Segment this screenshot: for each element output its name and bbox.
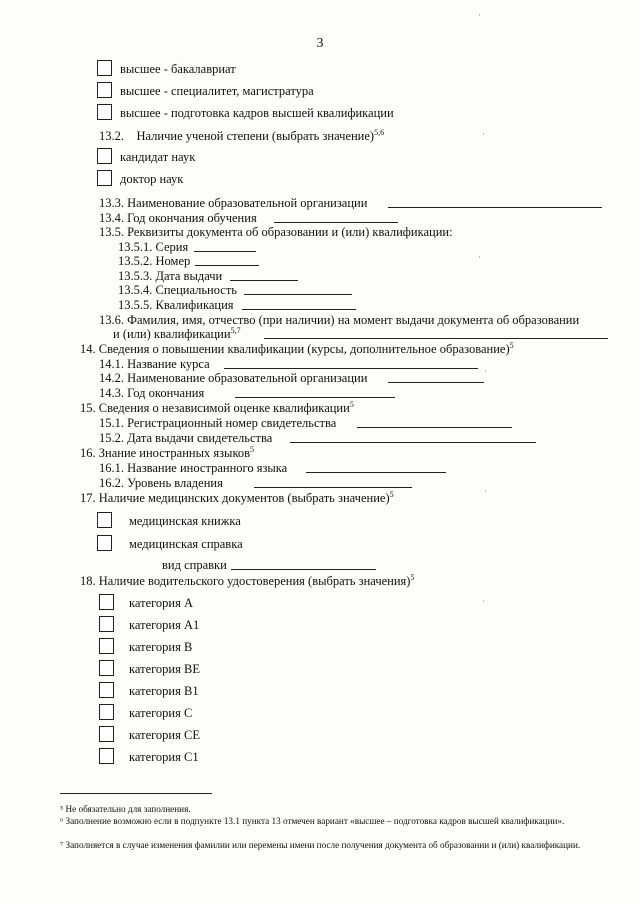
certificate-type-label: вид справки (162, 558, 227, 572)
field-15-2-label: 15.2. Дата выдачи свидетельства (99, 431, 273, 445)
checkbox-higher-qualification[interactable] (97, 104, 112, 120)
category-b1-label: категория В1 (129, 684, 199, 698)
option-higher-qualification: высшее - подготовка кадров высшей квалификации (120, 106, 394, 120)
field-13-5-5-input[interactable] (242, 309, 356, 310)
section-13-2 (99, 129, 384, 143)
field-14-2-input[interactable] (388, 382, 484, 383)
category-be-label: категория ВЕ (129, 662, 200, 676)
field-13-4-input[interactable] (274, 222, 398, 223)
scan-speck: · (484, 486, 487, 496)
footnote-separator (60, 793, 212, 794)
field-16-2-input[interactable] (254, 487, 412, 488)
field-13-6-input[interactable] (264, 338, 608, 339)
page-number: 3 (316, 36, 324, 51)
section-16-label: 16. Знание иностранных языков (80, 446, 251, 460)
scan-speck: · (482, 129, 485, 139)
field-14-3-label: 14.3. Год окончания (99, 386, 205, 400)
footnote-5: ⁵ Не обязательно для заполнения. (60, 804, 191, 814)
field-14-1-input[interactable] (224, 368, 478, 369)
field-16-2-label: 16.2. Уровень владения (99, 476, 223, 490)
scan-speck: · (482, 596, 485, 606)
field-16-1-label: 16.1. Название иностранного языка (99, 461, 288, 475)
checkbox-category-c1[interactable] (99, 748, 114, 764)
section-18-label: 18. Наличие водительского удостоверения (выбрать значения) (80, 574, 411, 588)
field-13-5-1-label: 13.5.1. Серия (118, 240, 189, 254)
field-15-1-label: 15.1. Регистрационный номер свидетельства (99, 416, 337, 430)
category-a-label: категория А (129, 596, 194, 610)
field-13-5-3-input[interactable] (230, 280, 298, 281)
category-ce-label: категория СЕ (129, 728, 200, 742)
section-13-2-num: 13.2. (99, 129, 124, 143)
field-13-5-4-label: 13.5.4. Специальность (118, 283, 238, 297)
checkbox-category-b1[interactable] (99, 682, 114, 698)
field-14-3-input[interactable] (235, 397, 395, 398)
field-13-4-label: 13.4. Год окончания обучения (99, 211, 257, 225)
field-14-1-label: 14.1. Название курса (99, 357, 210, 371)
field-13-5-3-label: 13.5.3. Дата выдачи (118, 269, 223, 283)
category-c1-label: категория С1 (129, 750, 199, 764)
field-14-2-label: 14.2. Наименование образовательной организации (99, 371, 368, 385)
option-medical-certificate: медицинская справка (129, 537, 243, 551)
section-18 (80, 574, 414, 588)
section-14-label: 14. Сведения о повышении квалификации (курсы, дополнительное образование) (80, 342, 510, 356)
option-specialist-master: высшее - специалитет, магистратура (120, 84, 314, 98)
section-17-label: 17. Наличие медицинских документов (выбрать значение) (80, 491, 390, 505)
section-17 (80, 491, 394, 505)
category-a1-label: категория А1 (129, 618, 200, 632)
checkbox-category-a1[interactable] (99, 616, 114, 632)
field-13-6-text: и (или) квалификации (113, 327, 231, 341)
certificate-type-input[interactable] (231, 569, 376, 570)
category-c-label: категория С (129, 706, 193, 720)
option-medical-book: медицинская книжка (129, 514, 241, 528)
category-b-label: категория В (129, 640, 193, 654)
field-15-1-input[interactable] (357, 427, 512, 428)
checkbox-category-b[interactable] (99, 638, 114, 654)
scan-speck: · (484, 366, 487, 376)
field-13-5-1-input[interactable] (194, 251, 256, 252)
section-13-2-label: Наличие ученой степени (выбрать значение) (136, 129, 375, 143)
section-16 (80, 446, 254, 460)
option-bachelor: высшее - бакалавриат (120, 62, 236, 76)
footnote-ref: 5 (410, 572, 415, 582)
checkbox-category-ce[interactable] (99, 726, 114, 742)
footnote-ref: 5 (509, 340, 514, 350)
section-15 (80, 401, 354, 415)
checkbox-bachelor[interactable] (97, 60, 112, 76)
footnote-ref: 5,6 (374, 127, 385, 137)
checkbox-medical-certificate[interactable] (97, 535, 112, 551)
option-candidate: кандидат наук (120, 150, 196, 164)
field-13-3-label: 13.3. Наименование образовательной организации (99, 196, 368, 210)
scan-speck: · (478, 10, 481, 20)
footnote-ref: 5,7 (230, 325, 241, 335)
checkbox-medical-book[interactable] (97, 512, 112, 528)
field-13-5-5-label: 13.5.5. Квалификация (118, 298, 234, 312)
checkbox-doctor[interactable] (97, 170, 112, 186)
field-13-5-label: 13.5. Реквизиты документа об образовании и (или) квалификации: (99, 225, 453, 239)
option-doctor: доктор наук (120, 172, 184, 186)
checkbox-category-be[interactable] (99, 660, 114, 676)
scan-speck: · (478, 252, 481, 262)
field-13-6-label-line2 (113, 327, 241, 341)
field-16-1-input[interactable] (306, 472, 446, 473)
field-13-6-label-line1: 13.6. Фамилия, имя, отчество (при наличии) на момент выдачи документа об образовании (99, 313, 580, 327)
footnote-ref: 5 (250, 444, 255, 454)
field-13-5-2-input[interactable] (195, 265, 259, 266)
field-13-5-4-input[interactable] (244, 294, 352, 295)
section-14 (80, 342, 514, 356)
footnote-ref: 5 (349, 399, 354, 409)
section-15-label: 15. Сведения о независимой оценке квалификации (80, 401, 350, 415)
footnote-6: ⁶ Заполнение возможно если в подпункте 13.1 пункта 13 отмечен вариант «высшее – подготовка кадров высшей квалификации». (60, 816, 565, 826)
field-13-5-2-label: 13.5.2. Номер (118, 254, 191, 268)
footnote-7: ⁷ Заполняется в случае изменения фамилии или перемены имени после получения документа об образовании и (или) квалификации. (60, 840, 581, 850)
checkbox-category-a[interactable] (99, 594, 114, 610)
checkbox-candidate[interactable] (97, 148, 112, 164)
footnote-ref: 5 (389, 489, 394, 499)
checkbox-specialist-master[interactable] (97, 82, 112, 98)
field-15-2-input[interactable] (290, 442, 536, 443)
field-13-3-input[interactable] (388, 207, 602, 208)
checkbox-category-c[interactable] (99, 704, 114, 720)
